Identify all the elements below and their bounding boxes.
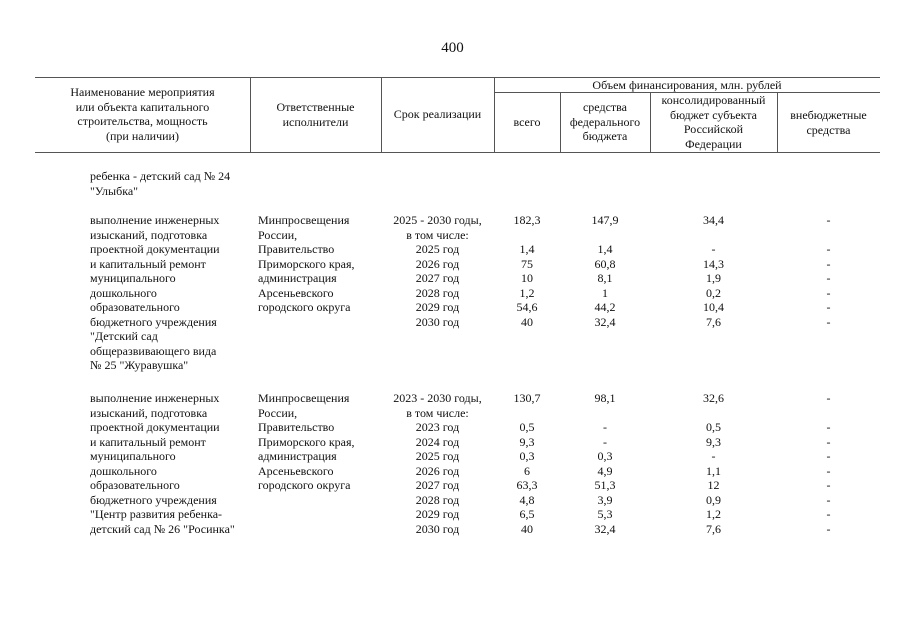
federal-value: 147,9	[591, 213, 619, 227]
term-range: 2023 - 2030 годы,	[393, 391, 482, 405]
project-name-line: проектной документации	[90, 420, 220, 434]
consolidated-value: 1,9	[706, 271, 721, 285]
project-name-line: № 25 "Журавушка"	[90, 358, 189, 372]
federal-value: 3,9	[597, 492, 613, 507]
extrabudgetary-value: -	[826, 420, 831, 434]
project-name-line: проектной документации	[90, 242, 220, 256]
page-number: 400	[441, 40, 464, 56]
federal-value: 32,4	[594, 314, 616, 329]
responsible-line: Приморского края,	[258, 434, 355, 449]
header-consolidated	[650, 93, 777, 151]
consolidated-value: 1,2	[706, 507, 721, 521]
total-value: 0,3	[519, 449, 535, 463]
total-value: 54,6	[516, 300, 538, 314]
continuation-line: ребенка - детский сад № 24	[90, 169, 231, 183]
header-funding-line: Объем финансирования, млн. рублей	[592, 78, 782, 92]
continuation-text	[90, 169, 230, 198]
total-value: 182,3	[513, 213, 541, 227]
total-value: 40	[521, 314, 533, 329]
total-value: 6	[524, 463, 530, 478]
extrabudgetary-value: -	[826, 391, 831, 405]
header-consolidated-line: бюджет субъекта	[669, 107, 757, 122]
header-consolidated-line: консолидированный	[661, 93, 766, 107]
responsible-line: Правительство	[258, 420, 335, 434]
header-extrabudgetary-line: внебюджетные	[790, 108, 867, 122]
extrabudgetary-value: -	[826, 242, 831, 256]
consolidated-value: 32,6	[703, 391, 724, 405]
total-value: 1,4	[519, 242, 535, 256]
total-column	[494, 391, 560, 536]
federal-value: 1,4	[597, 242, 613, 256]
consolidated-value: 0,2	[706, 285, 721, 300]
federal-value: -	[603, 434, 607, 449]
responsible-line: Минпросвещения	[258, 213, 350, 227]
extrabudgetary-value: -	[826, 492, 831, 507]
extrabudgetary-value: -	[826, 271, 831, 285]
total-value: 4,8	[519, 492, 535, 507]
term-range: 2025 - 2030 годы,	[393, 213, 482, 227]
consolidated-value: 1,1	[706, 463, 721, 478]
responsible-line: администрация	[258, 449, 337, 463]
consolidated-value: 14,3	[703, 256, 724, 271]
term-year: 2027 год	[415, 271, 460, 285]
total-value: 10	[521, 271, 533, 285]
total-value: 63,3	[516, 478, 538, 492]
consolidated-column	[650, 391, 777, 536]
federal-column	[560, 213, 650, 329]
responsible-executors	[258, 391, 355, 493]
term-column	[381, 213, 494, 329]
header-extrabudgetary	[777, 108, 880, 137]
spacer	[777, 228, 880, 243]
term-including: в том числе:	[406, 405, 469, 420]
extrabudgetary-value: -	[826, 463, 831, 478]
project-name-line: образовательного	[90, 478, 180, 492]
responsible-line: администрация	[258, 271, 337, 285]
project-name-line: и капитальный ремонт	[90, 434, 206, 449]
term-year: 2028 год	[415, 492, 460, 507]
term-column	[381, 391, 494, 536]
consolidated-value: 10,4	[703, 300, 724, 314]
spacer	[560, 228, 650, 243]
spacer	[777, 406, 880, 421]
project-name-line: общеразвивающего вида	[90, 343, 217, 358]
spacer	[650, 228, 777, 243]
extrabudgetary-value: -	[826, 285, 831, 300]
federal-value: 1	[602, 285, 608, 300]
total-value: 6,5	[519, 507, 535, 521]
responsible-line: Арсеньевского	[258, 285, 334, 300]
project-name-line: муниципального	[90, 449, 176, 463]
total-value: 40	[521, 521, 533, 536]
project-name-line: изысканий, подготовка	[90, 405, 208, 420]
project-name-line: и капитальный ремонт	[90, 256, 206, 271]
header-name-line: Наименование мероприятия	[70, 85, 215, 99]
term-year: 2028 год	[415, 285, 460, 300]
header-term-line: Срок реализации	[393, 107, 482, 121]
header-name	[35, 85, 250, 143]
header-name-line: строительства, мощность	[77, 114, 208, 128]
federal-value: 98,1	[594, 391, 616, 405]
project-name-line: дошкольного	[90, 285, 157, 300]
project-name-line: выполнение инженерных	[90, 391, 220, 405]
federal-value: 51,3	[594, 478, 616, 492]
term-year: 2026 год	[415, 256, 460, 271]
federal-column	[560, 391, 650, 536]
header-responsible-line: исполнители	[282, 114, 349, 129]
consolidated-value: 0,9	[706, 492, 721, 507]
responsible-line: Приморского края,	[258, 256, 355, 271]
federal-value: 8,1	[597, 271, 613, 285]
federal-value: -	[603, 420, 607, 434]
total-value: 1,2	[519, 285, 535, 300]
total-value: 75	[521, 256, 533, 271]
term-year: 2026 год	[415, 463, 460, 478]
term-year: 2025 год	[415, 242, 460, 256]
header-bottom-rule	[35, 152, 880, 153]
continuation-line: "Улыбка"	[90, 183, 139, 198]
consolidated-value: 7,6	[706, 314, 721, 329]
spacer	[650, 406, 777, 421]
responsible-executors	[258, 213, 355, 315]
project-name-line: детский сад № 26 "Росинка"	[90, 521, 235, 536]
extrabudgetary-value: -	[826, 213, 831, 227]
header-total-line: всего	[513, 115, 541, 129]
extrabudgetary-column	[777, 391, 880, 536]
extrabudgetary-value: -	[826, 434, 831, 449]
header-name-line: или объекта капитального	[75, 99, 210, 114]
consolidated-column	[650, 213, 777, 329]
extrabudgetary-value: -	[826, 300, 831, 314]
project-name-line: бюджетного учреждения	[90, 492, 217, 507]
consolidated-value: 34,4	[703, 213, 724, 227]
project-name-line: "Детский сад	[90, 329, 158, 343]
term-year: 2029 год	[415, 507, 460, 521]
responsible-line: Минпросвещения	[258, 391, 350, 405]
project-name	[90, 213, 220, 373]
extrabudgetary-value: -	[826, 521, 831, 536]
total-value: 0,5	[519, 420, 535, 434]
header-funding	[494, 78, 880, 93]
project-name-line: выполнение инженерных	[90, 213, 220, 227]
consolidated-value: 7,6	[706, 521, 721, 536]
responsible-line: России,	[258, 405, 298, 420]
project-name-line: изысканий, подготовка	[90, 227, 208, 242]
federal-value: 60,8	[594, 256, 616, 271]
header-federal-line: бюджета	[582, 129, 628, 143]
term-year: 2029 год	[415, 300, 460, 314]
responsible-line: Арсеньевского	[258, 463, 334, 478]
header-federal-line: федерального	[569, 114, 641, 129]
header-responsible	[250, 100, 381, 129]
header-name-line: (при наличии)	[106, 128, 179, 143]
consolidated-value: 12	[707, 478, 720, 492]
extrabudgetary-value: -	[826, 314, 831, 329]
term-year: 2030 год	[415, 314, 460, 329]
term-year: 2023 год	[415, 420, 460, 434]
project-name-line: дошкольного	[90, 463, 157, 478]
total-column	[494, 213, 560, 329]
responsible-line: Правительство	[258, 242, 335, 256]
responsible-line: городского округа	[258, 300, 351, 314]
consolidated-value: 0,5	[706, 420, 721, 434]
header-consolidated-line: Федерации	[685, 136, 742, 151]
project-name-line: бюджетного учреждения	[90, 314, 217, 329]
consolidated-value: -	[711, 242, 716, 256]
consolidated-value: 9,3	[706, 434, 721, 449]
responsible-line: России,	[258, 227, 298, 242]
federal-value: 44,2	[594, 300, 616, 314]
term-year: 2030 год	[415, 521, 460, 536]
header-consolidated-line: Российской	[683, 122, 744, 136]
federal-value: 5,3	[597, 507, 613, 521]
extrabudgetary-value: -	[826, 449, 831, 463]
term-year: 2024 год	[415, 434, 460, 449]
header-responsible-line: Ответственные	[276, 100, 355, 114]
extrabudgetary-column	[777, 213, 880, 329]
header-federal-line: средства	[582, 100, 627, 114]
term-year: 2025 год	[415, 449, 460, 463]
project-name-line: "Центр развития ребенка-	[90, 507, 223, 521]
federal-value: 0,3	[597, 449, 613, 463]
federal-value: 32,4	[594, 521, 616, 536]
header-total	[494, 115, 560, 130]
project-name-line: образовательного	[90, 300, 180, 314]
total-value: 130,7	[513, 391, 541, 405]
term-year: 2027 год	[415, 478, 460, 492]
term-including: в том числе:	[406, 227, 469, 242]
spacer	[494, 406, 560, 421]
extrabudgetary-value: -	[826, 478, 831, 492]
spacer	[494, 228, 560, 243]
consolidated-value: -	[711, 449, 716, 463]
header-extrabudgetary-line: средства	[806, 122, 851, 137]
responsible-line: городского округа	[258, 478, 351, 492]
extrabudgetary-value: -	[826, 507, 831, 521]
project-name	[90, 391, 235, 536]
federal-value: 4,9	[597, 463, 613, 478]
project-name-line: муниципального	[90, 271, 176, 285]
header-federal	[560, 100, 650, 144]
extrabudgetary-value: -	[826, 256, 831, 271]
spacer	[560, 406, 650, 421]
header-term	[381, 107, 494, 122]
total-value: 9,3	[519, 434, 535, 449]
